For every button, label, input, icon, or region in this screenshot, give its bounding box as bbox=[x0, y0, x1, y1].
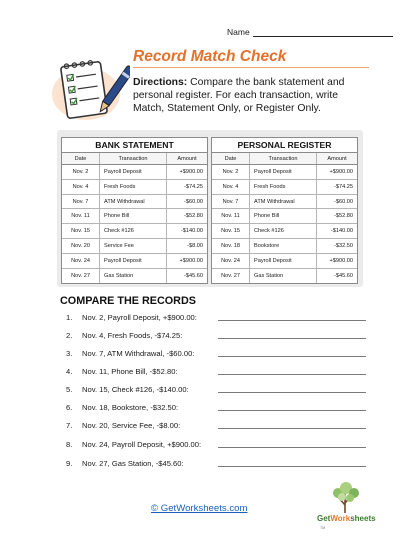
cell-transaction: ATM Withdrawal bbox=[100, 195, 167, 209]
table-row bbox=[212, 239, 357, 254]
answer-line[interactable] bbox=[218, 320, 366, 321]
answer-line[interactable] bbox=[218, 356, 366, 357]
cell-transaction: Payroll Deposit bbox=[250, 254, 317, 268]
cell-transaction: Payroll Deposit bbox=[250, 165, 317, 179]
cell-transaction: Gas Station bbox=[250, 269, 317, 284]
directions bbox=[133, 76, 369, 115]
cell-transaction: ATM Withdrawal bbox=[250, 195, 317, 209]
cell-transaction: Payroll Deposit bbox=[100, 254, 167, 268]
cell-date: Nov. 24 bbox=[62, 254, 100, 268]
cell-date: Nov. 11 bbox=[62, 209, 100, 223]
logo-text-work: Work bbox=[330, 514, 351, 523]
cell-date: Nov. 20 bbox=[62, 239, 100, 253]
question-item bbox=[66, 331, 366, 340]
question-text: Nov. 11, Phone Bill, -$52.80: bbox=[82, 367, 178, 376]
question-number: 4. bbox=[66, 367, 73, 376]
question-text: Nov. 15, Check #126, -$140.00: bbox=[82, 385, 189, 394]
question-item bbox=[66, 459, 366, 468]
question-item bbox=[66, 349, 366, 358]
question-item bbox=[66, 367, 366, 376]
cell-date: Nov. 4 bbox=[62, 180, 100, 194]
personal-register-title: PERSONAL REGISTER bbox=[212, 138, 357, 153]
table-row bbox=[62, 195, 207, 210]
table-row bbox=[212, 224, 357, 239]
cell-date: Nov. 2 bbox=[62, 165, 100, 179]
notepad-pen-icon bbox=[50, 56, 130, 122]
cell-amount: +$900.00 bbox=[179, 169, 203, 175]
cell-amount: +$900.00 bbox=[329, 257, 353, 264]
header-amount: Amount bbox=[327, 156, 347, 162]
question-number: 5. bbox=[66, 385, 73, 394]
compare-section-title: COMPARE THE RECORDS bbox=[60, 295, 196, 307]
table-row bbox=[62, 165, 207, 180]
cell-transaction: Check #126 bbox=[100, 224, 167, 238]
table-row bbox=[212, 180, 357, 195]
question-text: Nov. 18, Bookstore, -$32.50: bbox=[82, 403, 179, 412]
cell-amount: -$45.60 bbox=[184, 272, 203, 279]
cell-amount: +$900.00 bbox=[179, 257, 203, 264]
header-date: Date bbox=[62, 153, 100, 164]
cell-date: Nov. 2 bbox=[212, 165, 250, 179]
cell-amount: -$45.60 bbox=[334, 272, 353, 279]
cell-transaction: Fresh Foods bbox=[100, 180, 167, 194]
answer-line[interactable] bbox=[218, 428, 366, 429]
question-item bbox=[66, 385, 366, 394]
getworksheets-link[interactable]: © GetWorksheets.com bbox=[151, 503, 248, 514]
cell-amount: -$32.50 bbox=[334, 242, 353, 249]
table-row bbox=[62, 209, 207, 224]
cell-date: Nov. 15 bbox=[212, 224, 250, 238]
cell-amount: -$74.25 bbox=[334, 183, 353, 190]
directions-text: Compare the bank statement and personal register. For each transaction, write Match, Statement Only, or Register Only. bbox=[133, 77, 345, 114]
table-row bbox=[62, 180, 207, 195]
cell-amount: -$52.80 bbox=[334, 213, 353, 220]
cell-date: Nov. 11 bbox=[212, 209, 250, 223]
cell-date: Nov. 7 bbox=[212, 195, 250, 209]
cell-transaction: Phone Bill bbox=[100, 209, 167, 223]
bank-statement-table bbox=[61, 137, 208, 284]
table-row bbox=[62, 269, 207, 284]
table-row bbox=[212, 209, 357, 224]
question-text: Nov. 20, Service Fee, -$8.00: bbox=[82, 421, 181, 430]
cell-amount: +$900.00 bbox=[329, 169, 353, 175]
answer-line[interactable] bbox=[218, 338, 366, 339]
question-item bbox=[66, 313, 366, 322]
title-underline bbox=[133, 67, 369, 68]
cell-amount: -$140.00 bbox=[330, 228, 353, 235]
cell-date: Nov. 24 bbox=[212, 254, 250, 268]
logo-trademark: TM bbox=[320, 526, 326, 530]
table-header bbox=[62, 153, 207, 165]
question-number: 3. bbox=[66, 349, 73, 358]
question-text: Nov. 4, Fresh Foods, -$74.25: bbox=[82, 331, 183, 340]
table-row bbox=[212, 254, 357, 269]
cell-transaction: Bookstore bbox=[250, 239, 317, 253]
cell-amount: -$74.25 bbox=[184, 183, 203, 190]
cell-transaction: Fresh Foods bbox=[250, 180, 317, 194]
header-transaction: Transaction bbox=[100, 153, 167, 164]
question-item bbox=[66, 421, 366, 430]
answer-line[interactable] bbox=[218, 410, 366, 411]
logo-text-get: Get bbox=[317, 514, 331, 523]
cell-transaction: Payroll Deposit bbox=[100, 165, 167, 179]
cell-amount: -$60.00 bbox=[184, 198, 203, 205]
cell-amount: -$52.80 bbox=[184, 213, 203, 220]
logo-text-sheets: sheets bbox=[350, 514, 376, 523]
table-row bbox=[212, 269, 357, 284]
answer-line[interactable] bbox=[218, 447, 366, 448]
cell-transaction: Phone Bill bbox=[250, 209, 317, 223]
question-text: Nov. 2, Payroll Deposit, +$900.00: bbox=[82, 313, 197, 322]
cell-date: Nov. 27 bbox=[212, 269, 250, 284]
question-number: 9. bbox=[66, 459, 73, 468]
table-header bbox=[212, 153, 357, 165]
name-input-line[interactable] bbox=[253, 29, 393, 37]
cell-transaction: Gas Station bbox=[100, 269, 167, 284]
name-label: Name bbox=[227, 27, 250, 37]
answer-line[interactable] bbox=[218, 466, 366, 467]
header-amount: Amount bbox=[177, 156, 197, 162]
cell-amount: -$8.00 bbox=[187, 242, 203, 249]
answer-line[interactable] bbox=[218, 392, 366, 393]
cell-date: Nov. 7 bbox=[62, 195, 100, 209]
cell-date: Nov. 27 bbox=[62, 269, 100, 284]
answer-line[interactable] bbox=[218, 374, 366, 375]
cell-transaction: Service Fee bbox=[100, 239, 167, 253]
question-number: 6. bbox=[66, 403, 73, 412]
directions-label: Directions: bbox=[133, 77, 188, 88]
table-row bbox=[62, 254, 207, 269]
question-text: Nov. 27, Gas Station, -$45.60: bbox=[82, 459, 184, 468]
question-item bbox=[66, 403, 366, 412]
cell-date: Nov. 15 bbox=[62, 224, 100, 238]
question-number: 2. bbox=[66, 331, 73, 340]
worksheet-title: Record Match Check bbox=[133, 48, 287, 65]
header-date: Date bbox=[212, 153, 250, 164]
table-row bbox=[212, 195, 357, 210]
name-field bbox=[227, 27, 393, 37]
personal-register-table bbox=[211, 137, 358, 284]
question-text: Nov. 24, Payroll Deposit, +$900.00: bbox=[82, 440, 202, 449]
cell-amount: -$140.00 bbox=[180, 228, 203, 235]
table-row bbox=[212, 165, 357, 180]
cell-date: Nov. 18 bbox=[212, 239, 250, 253]
question-item bbox=[66, 440, 366, 449]
cell-transaction: Check #126 bbox=[250, 224, 317, 238]
cell-amount: -$60.00 bbox=[334, 198, 353, 205]
question-text: Nov. 7, ATM Withdrawal, -$60.00: bbox=[82, 349, 195, 358]
header-transaction: Transaction bbox=[250, 153, 317, 164]
cell-date: Nov. 4 bbox=[212, 180, 250, 194]
question-number: 1. bbox=[66, 313, 73, 322]
getworksheets-logo-text bbox=[317, 514, 376, 523]
question-number: 7. bbox=[66, 421, 73, 430]
table-row bbox=[62, 239, 207, 254]
question-number: 8. bbox=[66, 440, 73, 449]
table-row bbox=[62, 224, 207, 239]
bank-statement-title: BANK STATEMENT bbox=[62, 138, 207, 153]
